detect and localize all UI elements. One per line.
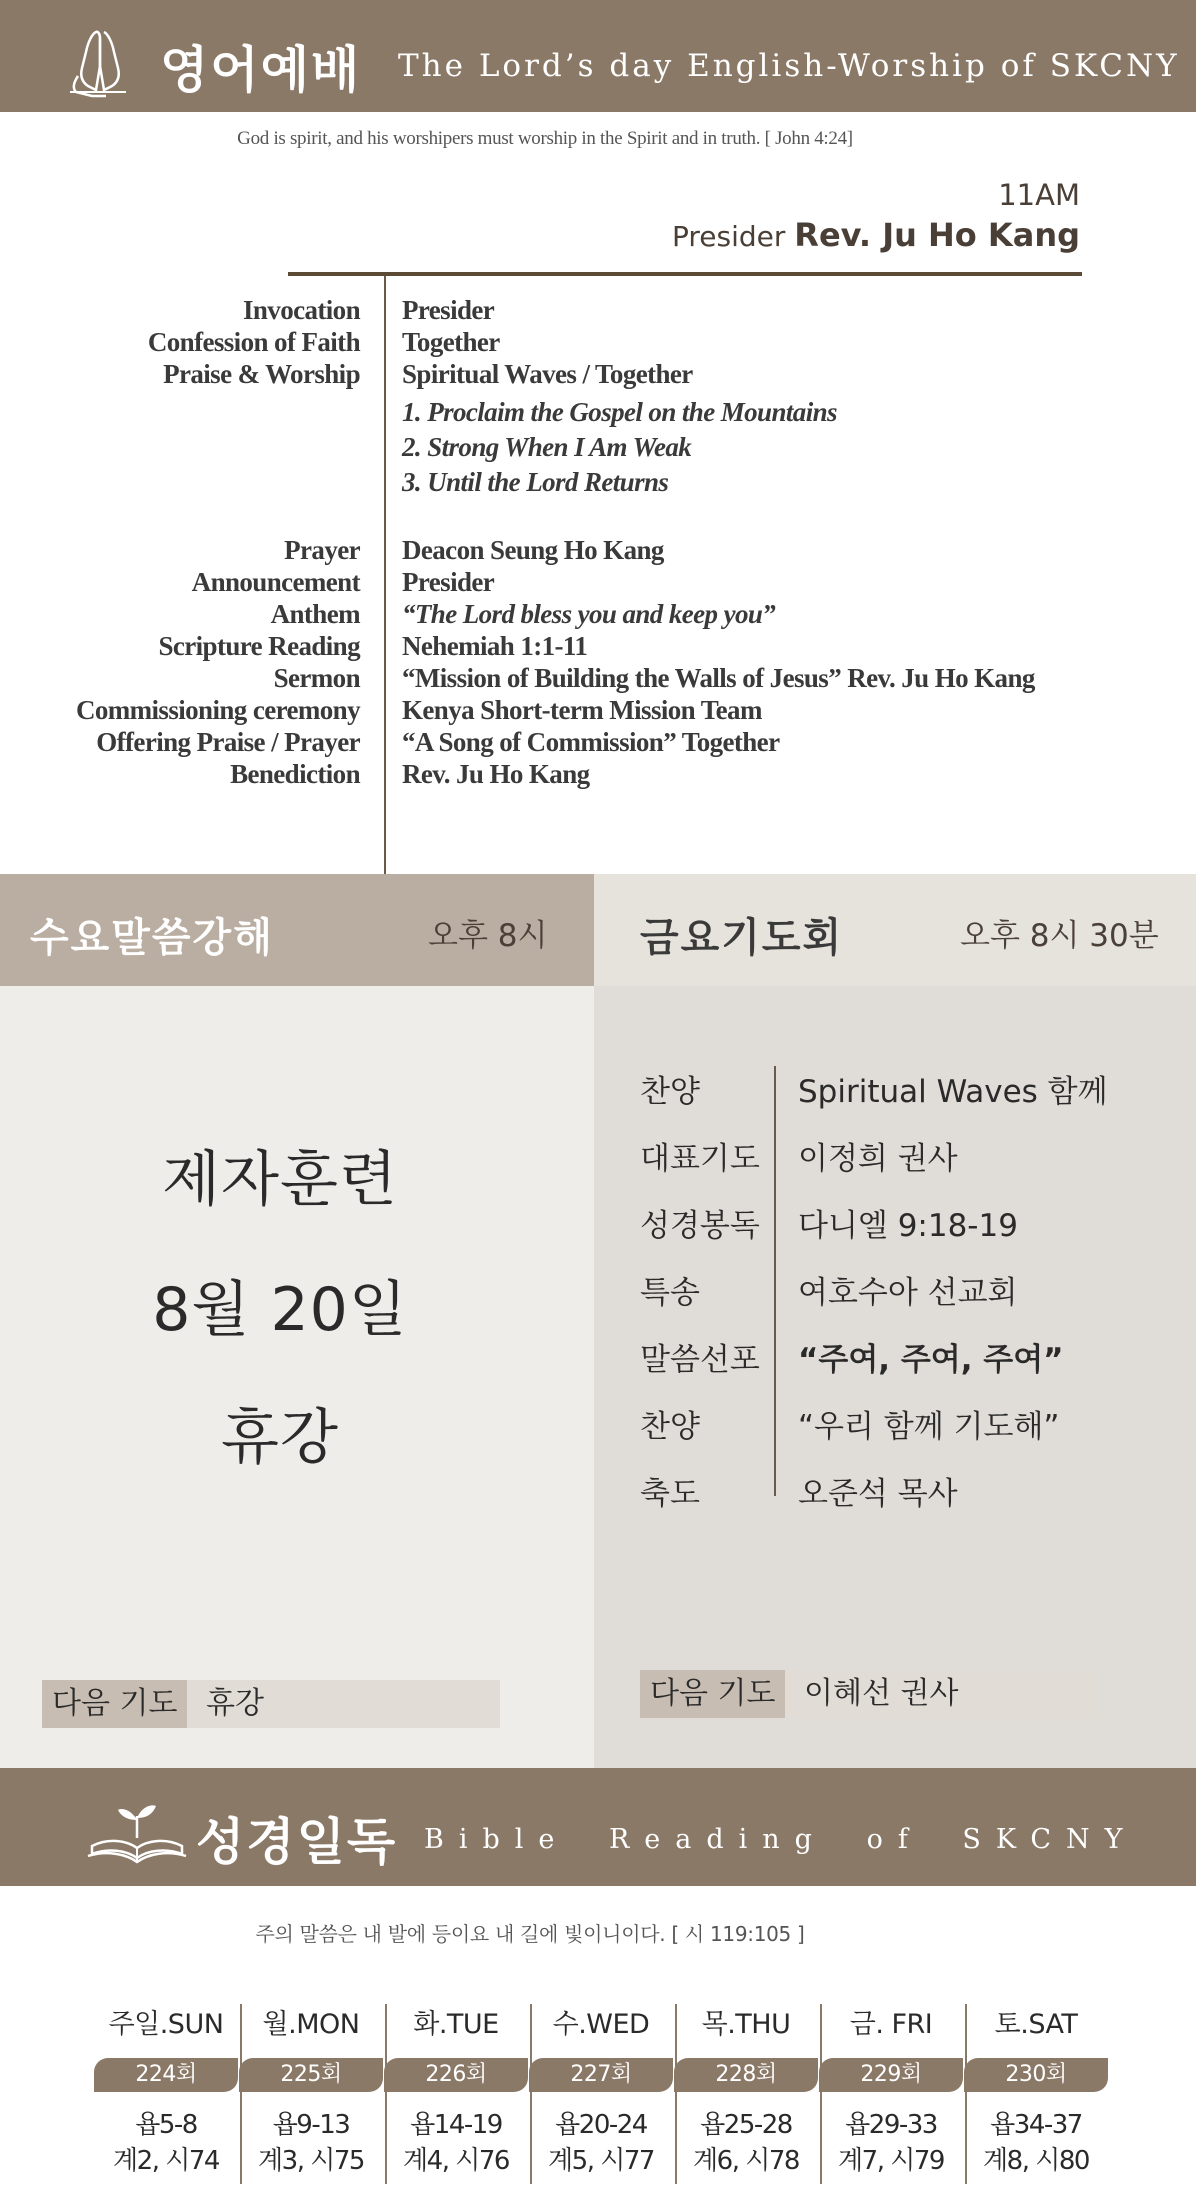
reading-number-badge: 228회 [674, 2058, 818, 2092]
worship-time: 11AM [998, 178, 1080, 212]
day-column [94, 2002, 238, 2182]
order-value-anthem: “The Lord bless you and keep you” [402, 599, 776, 629]
order-label-anthem: Anthem [270, 599, 360, 629]
order-values [402, 294, 1035, 790]
day-column [674, 2002, 818, 2182]
program-key: 대표기도 [640, 1141, 760, 1177]
order-label-commissioning: Commissioning ceremony [75, 695, 360, 725]
english-worship-header [0, 0, 1196, 112]
reading-number-badge: 230회 [964, 2058, 1108, 2092]
friday-panel [594, 986, 1196, 1768]
program-value: “우리 함께 기도해” [798, 1409, 1060, 1445]
program-value: Spiritual Waves 함께 [798, 1074, 1108, 1110]
program-key: 성경봉독 [640, 1208, 760, 1244]
bible-reading-header [0, 1768, 1196, 1886]
order-label-scripture: Scripture Reading [158, 631, 360, 661]
order-value-scripture: Nehemiah 1:1-11 [402, 631, 588, 661]
next-prayer-label: 다음 기도 [640, 1670, 785, 1718]
wednesday-panel [0, 986, 594, 1768]
day-name: 토.SAT [994, 2009, 1078, 2040]
english-worship-title-en: The Lord’s day English-Worship of SKCNY [398, 48, 1180, 84]
order-label-confession: Confession of Faith [147, 327, 360, 357]
order-label-offering: Offering Praise / Prayer [96, 727, 360, 757]
day-name: 금. FRI [849, 2009, 933, 2040]
order-label-praise: Praise & Worship [163, 359, 360, 389]
friday-time: 오후 8시 30분 [960, 918, 1159, 954]
order-label-invocation: Invocation [242, 295, 360, 325]
song-item: 1. Proclaim the Gospel on the Mountains [402, 397, 837, 427]
wednesday-line: 제자훈련 [162, 1145, 398, 1215]
friday-header [594, 874, 1196, 986]
friday-title: 금요기도회 [640, 915, 844, 961]
program-key: 특송 [640, 1275, 700, 1311]
reading-line-1: 욥5-8 [135, 2110, 197, 2140]
title-word: SKCNY [962, 1824, 1138, 1855]
next-prayer-value: 이혜선 권사 [804, 1676, 959, 1711]
program-key: 말씀선포 [640, 1342, 760, 1378]
reading-line-2: 계4, 시76 [403, 2146, 509, 2176]
wednesday-title: 수요말씀강해 [30, 915, 274, 961]
song-item: 3. Until the Lord Returns [402, 467, 669, 497]
reading-line-2: 계6, 시78 [693, 2146, 799, 2176]
order-label-sermon: Sermon [273, 663, 360, 693]
next-prayer-label: 다음 기도 [42, 1680, 187, 1728]
order-value-benediction: Rev. Ju Ho Kang [402, 759, 590, 789]
order-label-prayer: Prayer [284, 535, 360, 565]
order-labels [76, 294, 360, 790]
reading-line-2: 계3, 시75 [258, 2146, 364, 2176]
reading-number-badge: 224회 [94, 2058, 238, 2092]
program-value: 오준석 목사 [798, 1476, 958, 1512]
program-value: 이정희 권사 [798, 1141, 958, 1177]
presider-name: Rev. Ju Ho Kang [794, 216, 1080, 254]
day-column [529, 2002, 673, 2182]
program-value: “주여, 주여, 주여” [798, 1342, 1064, 1378]
title-word: Reading [608, 1824, 827, 1855]
program-key: 축도 [640, 1476, 700, 1512]
program-value: 여호수아 선교회 [798, 1275, 1018, 1311]
song-list [402, 390, 1035, 534]
day-column [964, 2002, 1108, 2182]
psalm-verse: 주의 말씀은 내 발에 등이요 내 길에 빛이니이다. [ 시 119:105 ] [255, 1922, 805, 1946]
wednesday-header [0, 874, 594, 986]
reading-line-2: 계5, 시77 [548, 2146, 654, 2176]
reading-line-1: 욥20-24 [555, 2110, 647, 2140]
presider-line [672, 216, 1080, 254]
reading-line-1: 욥25-28 [700, 2110, 792, 2140]
day-name: 목.THU [701, 2009, 791, 2040]
next-prayer-value: 휴강 [206, 1686, 264, 1721]
title-word: of [866, 1824, 923, 1855]
bible-reading-section [0, 1886, 1196, 2206]
day-name: 화.TUE [413, 2009, 499, 2040]
reading-number-badge: 225회 [239, 2058, 383, 2092]
day-column [239, 2002, 383, 2182]
order-value-praise: Spiritual Waves / Together [402, 359, 693, 389]
english-worship-title-ko: 영어예배 [160, 41, 362, 99]
wednesday-time: 오후 8시 [428, 918, 548, 954]
presider-label: Presider [671, 220, 786, 253]
reading-line-1: 욥29-33 [845, 2110, 937, 2140]
order-value-announcement: Presider [402, 567, 495, 597]
divider-vertical [774, 1066, 776, 1496]
order-value-confession: Together [402, 327, 500, 357]
bible-reading-title-ko: 성경일독 [196, 1813, 398, 1871]
reading-line-1: 욥14-19 [410, 2110, 502, 2140]
order-value-sermon: “Mission of Building the Walls of Jesus” Rev. Ju Ho Kang [402, 663, 1035, 693]
order-value-invocation: Presider [402, 295, 495, 325]
program-value: 다니엘 9:18-19 [798, 1208, 1018, 1244]
reading-number-badge: 229회 [819, 2058, 963, 2092]
order-label-benediction: Benediction [230, 759, 360, 789]
day-column [384, 2002, 528, 2182]
divider-vertical [384, 276, 386, 888]
open-bible-sprout-icon [86, 1798, 188, 1868]
reading-line-1: 욥9-13 [272, 2110, 350, 2140]
reading-number-badge: 226회 [384, 2058, 528, 2092]
reading-line-2: 계2, 시74 [113, 2146, 219, 2176]
wednesday-next-prayer [42, 1680, 500, 1728]
praying-hands-icon [66, 26, 136, 98]
reading-schedule [94, 2002, 1098, 2182]
john-verse: God is spirit, and his worshipers must worship in the Spirit and in truth. [ John 4:24] [237, 128, 853, 149]
reading-line-2: 계7, 시79 [838, 2146, 944, 2176]
wednesday-line: 휴강 [221, 1403, 339, 1473]
program-key: 찬양 [640, 1409, 700, 1445]
order-value-commissioning: Kenya Short-term Mission Team [402, 695, 762, 725]
song-item: 2. Strong When I Am Weak [402, 432, 692, 462]
order-value-offering: “A Song of Commission” Together [402, 727, 780, 757]
friday-next-prayer [640, 1670, 1096, 1718]
reading-line-1: 욥34-37 [990, 2110, 1082, 2140]
wednesday-line: 8월 20일 [152, 1275, 408, 1345]
order-value-prayer: Deacon Seung Ho Kang [402, 535, 664, 565]
reading-number-badge: 227회 [529, 2058, 673, 2092]
bible-reading-title-en [424, 1824, 1137, 1855]
day-name: 주일.SUN [108, 2009, 224, 2040]
day-name: 월.MON [262, 2009, 360, 2040]
program-key: 찬양 [640, 1074, 700, 1110]
reading-line-2: 계8, 시80 [983, 2146, 1089, 2176]
english-worship-section [0, 112, 1196, 874]
day-column [819, 2002, 963, 2182]
day-name: 수.WED [552, 2009, 650, 2040]
order-label-announcement: Announcement [191, 567, 360, 597]
title-word: Bible [424, 1824, 570, 1855]
divider-horizontal [288, 272, 1082, 276]
